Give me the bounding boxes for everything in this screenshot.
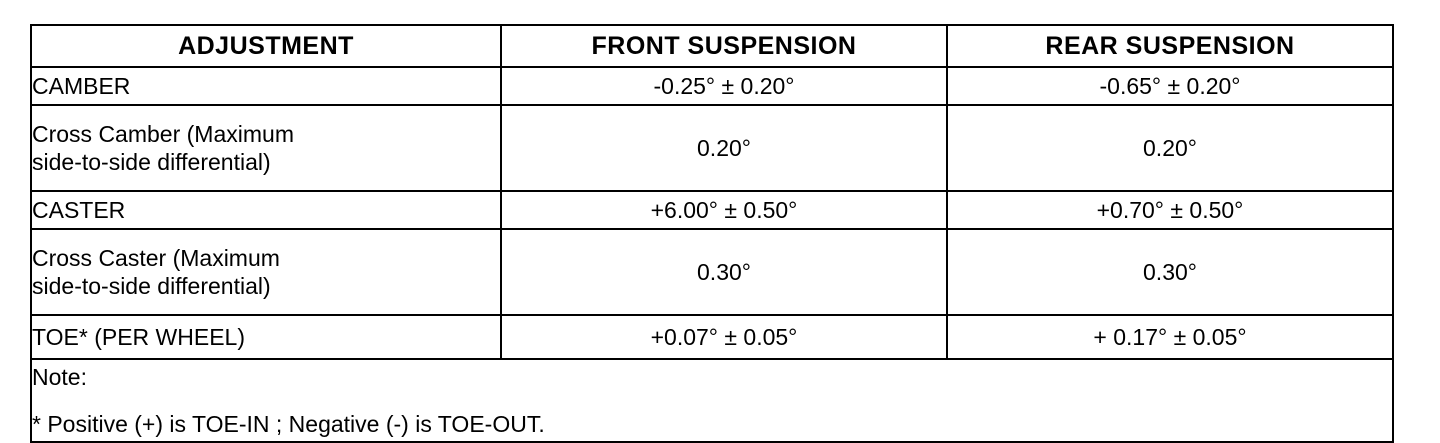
row-label-toe: TOE* (PER WHEEL) [31,315,501,359]
note-line-toe-sign: * Positive (+) is TOE-IN ; Negative (-) is TOE-OUT. [32,410,545,437]
table-note [31,359,1393,442]
note-title: Note: [32,364,87,390]
camber-rear-value: -0.65° ± 0.20° [947,67,1393,105]
camber-front-value: -0.25° ± 0.20° [501,67,947,105]
toe-front-value: +0.07° ± 0.05° [501,315,947,359]
cross-camber-front-value: 0.20° [501,105,947,191]
column-header-adjustment: ADJUSTMENT [31,25,501,67]
column-header-rear-suspension: REAR SUSPENSION [947,25,1393,67]
table-row-cross-camber [31,105,1393,191]
table-row-toe [31,315,1393,359]
caster-front-value: +6.00° ± 0.50° [501,191,947,229]
table-header-row [31,25,1393,67]
table-row-camber [31,67,1393,105]
row-label-cross-caster-line1: Cross Caster (Maximum [32,244,280,271]
row-label-cross-caster [31,229,501,315]
row-label-cross-caster-line2: side-to-side differential) [32,273,271,299]
cross-caster-front-value: 0.30° [501,229,947,315]
row-label-camber: CAMBER [31,67,501,105]
row-label-cross-camber [31,105,501,191]
table-row-cross-caster [31,229,1393,315]
table-row-caster [31,191,1393,229]
cross-caster-rear-value: 0.30° [947,229,1393,315]
table-header [31,25,1393,67]
row-label-cross-camber-line2: side-to-side differential) [32,149,271,175]
table-row-note [31,359,1393,442]
table-body [31,67,1393,442]
wheel-alignment-spec-table [30,24,1394,443]
cross-camber-rear-value: 0.20° [947,105,1393,191]
caster-rear-value: +0.70° ± 0.50° [947,191,1393,229]
row-label-caster: CASTER [31,191,501,229]
toe-rear-value: + 0.17° ± 0.05° [947,315,1393,359]
column-header-front-suspension: FRONT SUSPENSION [501,25,947,67]
row-label-cross-camber-line1: Cross Camber (Maximum [32,120,294,147]
